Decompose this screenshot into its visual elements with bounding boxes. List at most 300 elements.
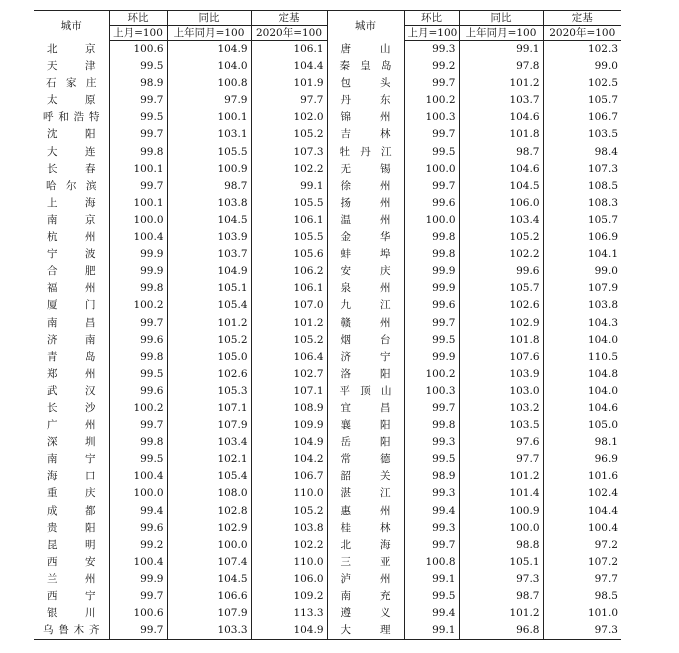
value-fixed: 105.0 <box>543 417 621 434</box>
value-fixed: 108.5 <box>543 178 621 195</box>
city-name-left <box>34 588 109 605</box>
value-yoy: 105.1 <box>459 554 543 571</box>
value-yoy: 103.0 <box>459 383 543 400</box>
city-label: 包头 <box>340 77 391 90</box>
value-fixed: 105.2 <box>251 332 327 349</box>
city-label: 成都 <box>47 504 96 517</box>
city-label: 济南 <box>47 333 96 346</box>
value-yoy: 103.4 <box>459 212 543 229</box>
city-name-right <box>327 212 404 229</box>
value-yoy: 105.5 <box>167 144 251 161</box>
value-yoy: 102.2 <box>459 246 543 263</box>
value-yoy: 104.6 <box>459 109 543 126</box>
value-fixed: 106.9 <box>543 229 621 246</box>
city-name-left <box>34 178 109 195</box>
value-yoy: 97.7 <box>459 451 543 468</box>
value-fixed: 109.9 <box>251 417 327 434</box>
value-yoy: 105.3 <box>167 383 251 400</box>
value-fixed: 107.3 <box>543 161 621 178</box>
city-name-left <box>34 468 109 485</box>
table-row <box>34 571 621 588</box>
value-yoy: 96.8 <box>459 622 543 640</box>
value-mom: 99.4 <box>404 503 459 520</box>
city-name-right <box>327 451 404 468</box>
value-mom: 99.9 <box>404 263 459 280</box>
table-row <box>34 417 621 434</box>
city-label: 南京 <box>47 213 96 226</box>
table-row <box>34 297 621 314</box>
value-fixed: 104.3 <box>543 315 621 332</box>
city-label: 银川 <box>47 607 96 620</box>
city-name-right <box>327 366 404 383</box>
value-fixed: 107.1 <box>251 383 327 400</box>
city-label: 九江 <box>340 299 391 312</box>
value-fixed: 105.6 <box>251 246 327 263</box>
value-fixed: 99.0 <box>543 263 621 280</box>
value-yoy: 100.0 <box>459 520 543 537</box>
city-label: 无锡 <box>340 162 391 175</box>
value-yoy: 98.7 <box>459 588 543 605</box>
value-fixed: 104.9 <box>251 622 327 640</box>
value-fixed: 103.5 <box>543 126 621 143</box>
table-row <box>34 349 621 366</box>
city-label: 韶关 <box>340 470 391 483</box>
value-mom: 99.7 <box>109 178 167 195</box>
city-label: 湛江 <box>340 487 391 500</box>
value-fixed: 98.5 <box>543 588 621 605</box>
city-name-left <box>34 75 109 92</box>
city-label: 泉州 <box>340 282 391 295</box>
value-yoy: 103.7 <box>167 246 251 263</box>
value-yoy: 108.0 <box>167 485 251 502</box>
value-fixed: 101.0 <box>543 605 621 622</box>
value-mom: 99.9 <box>109 246 167 263</box>
value-mom: 99.7 <box>404 75 459 92</box>
city-name-left <box>34 605 109 622</box>
value-yoy: 101.2 <box>459 468 543 485</box>
city-label: 唐山 <box>340 42 391 55</box>
value-mom: 100.4 <box>109 468 167 485</box>
value-fixed: 106.7 <box>543 109 621 126</box>
city-name-right <box>327 332 404 349</box>
city-label: 大连 <box>47 145 96 158</box>
value-mom: 99.3 <box>404 520 459 537</box>
city-label: 桂林 <box>340 521 391 534</box>
value-yoy: 97.8 <box>459 58 543 75</box>
value-fixed: 105.7 <box>543 92 621 109</box>
table-row <box>34 75 621 92</box>
header-fixed-left: 定基 <box>251 11 327 26</box>
value-fixed: 107.3 <box>251 144 327 161</box>
city-name-right <box>327 280 404 297</box>
city-name-right <box>327 144 404 161</box>
city-label: 长沙 <box>47 401 96 414</box>
city-label: 温州 <box>340 213 391 226</box>
value-mom: 100.4 <box>109 229 167 246</box>
value-fixed: 100.4 <box>543 520 621 537</box>
city-label: 平顶山 <box>339 384 392 397</box>
value-mom: 99.2 <box>404 58 459 75</box>
city-name-left <box>34 229 109 246</box>
value-yoy: 107.4 <box>167 554 251 571</box>
value-yoy: 100.8 <box>167 75 251 92</box>
city-name-right <box>327 297 404 314</box>
city-label: 金华 <box>340 231 391 244</box>
value-yoy: 104.9 <box>167 41 251 59</box>
city-name-right <box>327 58 404 75</box>
city-name-left <box>34 92 109 109</box>
value-mom: 100.4 <box>109 554 167 571</box>
value-fixed: 101.9 <box>251 75 327 92</box>
city-label: 锦州 <box>340 111 391 124</box>
table-row <box>34 161 621 178</box>
city-label: 呼和浩特 <box>43 111 100 124</box>
value-mom: 100.1 <box>109 161 167 178</box>
city-name-left <box>34 571 109 588</box>
table-row <box>34 229 621 246</box>
city-name-right <box>327 161 404 178</box>
city-name-right <box>327 349 404 366</box>
value-mom: 99.8 <box>109 434 167 451</box>
city-name-right <box>327 195 404 212</box>
value-mom: 100.3 <box>404 383 459 400</box>
value-mom: 99.7 <box>404 315 459 332</box>
table-row <box>34 468 621 485</box>
table-row <box>34 41 621 59</box>
city-label: 海口 <box>47 470 96 483</box>
value-yoy: 97.3 <box>459 571 543 588</box>
value-yoy: 105.1 <box>167 280 251 297</box>
table-row <box>34 383 621 400</box>
value-fixed: 99.1 <box>251 178 327 195</box>
value-fixed: 103.8 <box>251 520 327 537</box>
city-name-right <box>327 315 404 332</box>
value-fixed: 104.0 <box>543 383 621 400</box>
table-row <box>34 332 621 349</box>
value-mom: 99.7 <box>109 622 167 640</box>
value-mom: 98.9 <box>109 75 167 92</box>
table-row <box>34 366 621 383</box>
value-yoy: 102.8 <box>167 503 251 520</box>
city-name-right <box>327 109 404 126</box>
value-yoy: 105.0 <box>167 349 251 366</box>
value-mom: 99.4 <box>404 605 459 622</box>
city-name-right <box>327 537 404 554</box>
value-mom: 100.2 <box>404 366 459 383</box>
value-mom: 99.8 <box>109 144 167 161</box>
city-name-left <box>34 417 109 434</box>
header-city-right: 城市 <box>327 11 404 41</box>
city-label: 哈尔滨 <box>46 179 97 192</box>
city-name-right <box>327 246 404 263</box>
value-mom: 99.5 <box>109 366 167 383</box>
city-label: 沈阳 <box>47 128 96 141</box>
value-fixed: 108.3 <box>543 195 621 212</box>
city-name-right <box>327 417 404 434</box>
value-mom: 98.9 <box>404 468 459 485</box>
table-row <box>34 144 621 161</box>
city-name-left <box>34 366 109 383</box>
value-mom: 99.6 <box>109 520 167 537</box>
city-name-left <box>34 41 109 59</box>
city-name-left <box>34 315 109 332</box>
value-mom: 100.0 <box>109 485 167 502</box>
city-label: 南昌 <box>47 316 96 329</box>
value-mom: 99.5 <box>109 109 167 126</box>
city-name-left <box>34 144 109 161</box>
city-name-right <box>327 605 404 622</box>
value-mom: 99.7 <box>109 417 167 434</box>
city-label: 安庆 <box>340 265 391 278</box>
price-index-table <box>34 10 621 640</box>
table-row <box>34 503 621 520</box>
value-yoy: 101.2 <box>459 75 543 92</box>
city-label: 牡丹江 <box>339 145 392 158</box>
city-label: 天津 <box>47 60 96 73</box>
city-label: 长春 <box>47 162 96 175</box>
table-row <box>34 315 621 332</box>
city-name-right <box>327 571 404 588</box>
value-yoy: 107.1 <box>167 400 251 417</box>
city-label: 烟台 <box>340 333 391 346</box>
value-mom: 99.7 <box>109 92 167 109</box>
value-yoy: 103.2 <box>459 400 543 417</box>
value-fixed: 110.0 <box>251 485 327 502</box>
value-fixed: 96.9 <box>543 451 621 468</box>
value-fixed: 109.2 <box>251 588 327 605</box>
table-row <box>34 605 621 622</box>
city-name-left <box>34 503 109 520</box>
value-mom: 99.5 <box>404 332 459 349</box>
table-body <box>34 41 621 640</box>
value-yoy: 104.6 <box>459 161 543 178</box>
city-name-left <box>34 212 109 229</box>
value-fixed: 106.2 <box>251 263 327 280</box>
value-mom: 99.8 <box>404 246 459 263</box>
value-fixed: 108.9 <box>251 400 327 417</box>
city-label: 赣州 <box>340 316 391 329</box>
city-name-left <box>34 451 109 468</box>
city-name-right <box>327 434 404 451</box>
city-label: 太原 <box>47 94 96 107</box>
city-label: 西宁 <box>47 590 96 602</box>
city-name-left <box>34 332 109 349</box>
value-yoy: 105.2 <box>459 229 543 246</box>
value-mom: 99.6 <box>404 297 459 314</box>
value-fixed: 105.5 <box>251 229 327 246</box>
header-yoy-right: 同比 <box>459 11 543 26</box>
value-yoy: 106.0 <box>459 195 543 212</box>
city-name-left <box>34 297 109 314</box>
value-fixed: 97.2 <box>543 537 621 554</box>
value-mom: 100.3 <box>404 109 459 126</box>
city-label: 蚌埠 <box>340 248 391 261</box>
value-mom: 100.8 <box>404 554 459 571</box>
city-name-left <box>34 109 109 126</box>
value-fixed: 104.2 <box>251 451 327 468</box>
value-yoy: 102.6 <box>167 366 251 383</box>
value-fixed: 106.7 <box>251 468 327 485</box>
city-name-left <box>34 161 109 178</box>
city-name-right <box>327 554 404 571</box>
value-mom: 99.5 <box>404 144 459 161</box>
city-name-right <box>327 520 404 537</box>
value-yoy: 98.7 <box>459 144 543 161</box>
city-name-right <box>327 383 404 400</box>
city-label: 南宁 <box>47 453 96 466</box>
value-yoy: 102.1 <box>167 451 251 468</box>
value-yoy: 101.8 <box>459 126 543 143</box>
city-name-right <box>327 622 404 640</box>
city-name-right <box>327 229 404 246</box>
city-label: 三亚 <box>340 555 391 568</box>
city-label: 扬州 <box>340 196 391 209</box>
table-row <box>34 246 621 263</box>
city-label: 厦门 <box>47 299 96 312</box>
header-city-left: 城市 <box>34 11 109 41</box>
value-yoy: 98.7 <box>167 178 251 195</box>
value-fixed: 98.1 <box>543 434 621 451</box>
table-row <box>34 109 621 126</box>
value-yoy: 107.9 <box>167 417 251 434</box>
city-name-right <box>327 178 404 195</box>
city-name-right <box>327 485 404 502</box>
city-name-left <box>34 263 109 280</box>
value-mom: 99.6 <box>109 383 167 400</box>
value-mom: 100.1 <box>109 195 167 212</box>
city-name-left <box>34 434 109 451</box>
value-mom: 99.9 <box>404 349 459 366</box>
city-label: 秦皇岛 <box>339 60 392 73</box>
value-yoy: 103.3 <box>167 622 251 640</box>
value-mom: 100.0 <box>404 161 459 178</box>
value-fixed: 105.2 <box>251 503 327 520</box>
value-fixed: 106.4 <box>251 349 327 366</box>
value-mom: 100.0 <box>404 212 459 229</box>
value-yoy: 105.7 <box>459 280 543 297</box>
header-mom-base-right: 上月=100 <box>404 26 459 41</box>
header-row <box>34 11 621 26</box>
value-fixed: 101.6 <box>543 468 621 485</box>
value-yoy: 102.6 <box>459 297 543 314</box>
value-yoy: 105.2 <box>167 332 251 349</box>
table-row <box>34 520 621 537</box>
city-label: 福州 <box>47 282 96 295</box>
table-row <box>34 263 621 280</box>
header-yoy-base-left: 上年同月=100 <box>167 26 251 41</box>
value-yoy: 104.0 <box>167 58 251 75</box>
city-name-right <box>327 503 404 520</box>
value-yoy: 100.9 <box>459 503 543 520</box>
table-row <box>34 280 621 297</box>
city-label: 惠州 <box>340 504 391 517</box>
value-fixed: 107.0 <box>251 297 327 314</box>
value-fixed: 102.4 <box>543 485 621 502</box>
city-name-left <box>34 520 109 537</box>
value-fixed: 107.9 <box>543 280 621 297</box>
table-row <box>34 537 621 554</box>
city-name-left <box>34 195 109 212</box>
value-mom: 99.7 <box>109 126 167 143</box>
value-fixed: 101.2 <box>251 315 327 332</box>
value-fixed: 102.3 <box>543 41 621 59</box>
value-fixed: 102.2 <box>251 537 327 554</box>
value-mom: 99.8 <box>109 349 167 366</box>
value-mom: 99.7 <box>109 588 167 605</box>
value-yoy: 99.1 <box>459 41 543 59</box>
value-yoy: 103.5 <box>459 417 543 434</box>
value-yoy: 103.7 <box>459 92 543 109</box>
value-mom: 99.9 <box>404 280 459 297</box>
city-label: 襄阳 <box>340 419 391 432</box>
table-row <box>34 434 621 451</box>
value-mom: 99.7 <box>404 178 459 195</box>
city-name-right <box>327 126 404 143</box>
city-label: 昆明 <box>47 538 96 551</box>
city-label: 青岛 <box>47 350 96 363</box>
table-row <box>34 588 621 605</box>
city-label: 北海 <box>340 538 391 551</box>
city-name-right <box>327 263 404 280</box>
value-mom: 99.5 <box>404 588 459 605</box>
table-row <box>34 451 621 468</box>
value-yoy: 97.6 <box>459 434 543 451</box>
value-fixed: 104.0 <box>543 332 621 349</box>
value-mom: 100.2 <box>404 92 459 109</box>
value-mom: 99.9 <box>109 263 167 280</box>
value-yoy: 101.2 <box>459 605 543 622</box>
value-fixed: 110.5 <box>543 349 621 366</box>
value-fixed: 104.6 <box>543 400 621 417</box>
city-label: 上海 <box>47 196 96 209</box>
value-yoy: 104.5 <box>459 178 543 195</box>
value-mom: 99.8 <box>404 417 459 434</box>
value-yoy: 100.1 <box>167 109 251 126</box>
value-yoy: 102.9 <box>459 315 543 332</box>
city-name-left <box>34 126 109 143</box>
table-row <box>34 554 621 571</box>
value-mom: 99.1 <box>404 571 459 588</box>
value-fixed: 102.2 <box>251 161 327 178</box>
city-name-right <box>327 41 404 59</box>
value-fixed: 104.9 <box>251 434 327 451</box>
value-fixed: 106.0 <box>251 571 327 588</box>
city-label: 兰州 <box>47 572 96 585</box>
city-name-left <box>34 349 109 366</box>
table-row <box>34 400 621 417</box>
city-name-left <box>34 383 109 400</box>
city-label: 合肥 <box>47 265 96 278</box>
value-mom: 99.7 <box>404 126 459 143</box>
value-mom: 99.8 <box>404 229 459 246</box>
value-fixed: 104.8 <box>543 366 621 383</box>
value-yoy: 107.9 <box>167 605 251 622</box>
city-label: 广州 <box>47 419 96 432</box>
value-yoy: 103.9 <box>167 229 251 246</box>
city-label: 泸州 <box>340 572 391 585</box>
value-yoy: 104.5 <box>167 571 251 588</box>
table-row <box>34 485 621 502</box>
value-yoy: 99.6 <box>459 263 543 280</box>
value-yoy: 103.1 <box>167 126 251 143</box>
value-fixed: 106.1 <box>251 212 327 229</box>
city-label: 徐州 <box>340 179 391 192</box>
value-yoy: 100.0 <box>167 537 251 554</box>
value-mom: 100.6 <box>109 605 167 622</box>
value-yoy: 103.8 <box>167 195 251 212</box>
value-mom: 99.6 <box>109 332 167 349</box>
value-mom: 99.5 <box>404 451 459 468</box>
